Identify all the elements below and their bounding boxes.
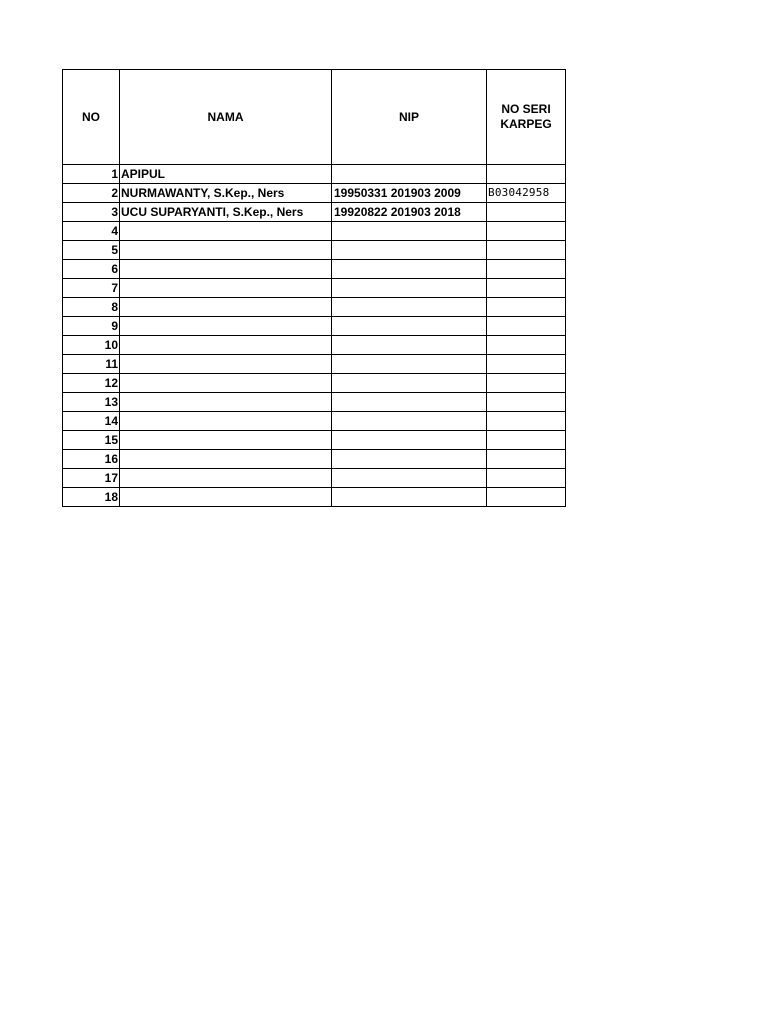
cell-nama[interactable]: [120, 488, 332, 507]
cell-no-seri-karpeg[interactable]: [487, 222, 566, 241]
table-row: [63, 222, 566, 241]
cell-no[interactable]: 5: [63, 241, 120, 260]
cell-nama[interactable]: [120, 222, 332, 241]
table-row: [63, 393, 566, 412]
cell-no[interactable]: 12: [63, 374, 120, 393]
cell-nama[interactable]: [120, 431, 332, 450]
cell-no-seri-karpeg[interactable]: [487, 260, 566, 279]
cell-nip[interactable]: [332, 222, 487, 241]
cell-no-seri-karpeg[interactable]: [487, 412, 566, 431]
cell-nip[interactable]: [332, 488, 487, 507]
cell-no[interactable]: 4: [63, 222, 120, 241]
cell-no-seri-karpeg[interactable]: [487, 355, 566, 374]
cell-no[interactable]: 6: [63, 260, 120, 279]
header-row: [63, 70, 566, 165]
cell-nama[interactable]: [120, 374, 332, 393]
employee-table: [62, 69, 566, 507]
cell-nip[interactable]: [332, 355, 487, 374]
cell-nama[interactable]: NURMAWANTY, S.Kep., Ners: [120, 184, 332, 203]
table-row: [63, 298, 566, 317]
cell-nip[interactable]: [332, 450, 487, 469]
cell-no[interactable]: 11: [63, 355, 120, 374]
table-header: [63, 70, 566, 165]
table-row: [63, 355, 566, 374]
table-row: [63, 203, 566, 222]
cell-nama[interactable]: [120, 469, 332, 488]
table-row: [63, 336, 566, 355]
table-body: [63, 165, 566, 507]
cell-nip[interactable]: [332, 298, 487, 317]
cell-no-seri-karpeg[interactable]: [487, 203, 566, 222]
cell-nama[interactable]: [120, 355, 332, 374]
cell-no-seri-karpeg[interactable]: [487, 317, 566, 336]
cell-no-seri-karpeg[interactable]: [487, 431, 566, 450]
cell-no-seri-karpeg[interactable]: [487, 298, 566, 317]
cell-nip[interactable]: [332, 431, 487, 450]
cell-nip[interactable]: [332, 469, 487, 488]
cell-no[interactable]: 18: [63, 488, 120, 507]
cell-nip[interactable]: [332, 393, 487, 412]
table-row: [63, 374, 566, 393]
cell-nama[interactable]: [120, 279, 332, 298]
cell-no[interactable]: 7: [63, 279, 120, 298]
cell-no-seri-karpeg[interactable]: [487, 165, 566, 184]
cell-no[interactable]: 16: [63, 450, 120, 469]
table-row: [63, 431, 566, 450]
table-row: [63, 260, 566, 279]
cell-nama[interactable]: [120, 450, 332, 469]
cell-nama[interactable]: APIPUL: [120, 165, 332, 184]
cell-nama[interactable]: [120, 317, 332, 336]
cell-no[interactable]: 14: [63, 412, 120, 431]
table-row: [63, 241, 566, 260]
cell-nip[interactable]: [332, 374, 487, 393]
cell-no-seri-karpeg[interactable]: [487, 374, 566, 393]
cell-nama[interactable]: [120, 298, 332, 317]
cell-no-seri-karpeg[interactable]: B03042958: [487, 184, 566, 203]
cell-no[interactable]: 3: [63, 203, 120, 222]
cell-nama[interactable]: UCU SUPARYANTI, S.Kep., Ners: [120, 203, 332, 222]
cell-nip[interactable]: 19950331 201903 2009: [332, 184, 487, 203]
cell-nama[interactable]: [120, 241, 332, 260]
cell-no-seri-karpeg[interactable]: [487, 393, 566, 412]
table-row: [63, 279, 566, 298]
cell-nip[interactable]: 19920822 201903 2018: [332, 203, 487, 222]
cell-no[interactable]: 13: [63, 393, 120, 412]
table-row: [63, 450, 566, 469]
cell-no-seri-karpeg[interactable]: [487, 241, 566, 260]
cell-no-seri-karpeg[interactable]: [487, 488, 566, 507]
cell-nip[interactable]: [332, 241, 487, 260]
cell-nip[interactable]: [332, 317, 487, 336]
cell-no[interactable]: 1: [63, 165, 120, 184]
table-row: [63, 184, 566, 203]
header-nip: NIP: [332, 70, 487, 165]
cell-nip[interactable]: [332, 279, 487, 298]
cell-no-seri-karpeg[interactable]: [487, 450, 566, 469]
cell-no[interactable]: 9: [63, 317, 120, 336]
table-row: [63, 317, 566, 336]
cell-nama[interactable]: [120, 393, 332, 412]
cell-no-seri-karpeg[interactable]: [487, 469, 566, 488]
cell-no-seri-karpeg[interactable]: [487, 279, 566, 298]
cell-nip[interactable]: [332, 165, 487, 184]
cell-no[interactable]: 2: [63, 184, 120, 203]
table-row: [63, 412, 566, 431]
cell-no[interactable]: 15: [63, 431, 120, 450]
table-row: [63, 165, 566, 184]
table-row: [63, 469, 566, 488]
cell-nama[interactable]: [120, 336, 332, 355]
header-no: NO: [63, 70, 120, 165]
cell-nip[interactable]: [332, 412, 487, 431]
cell-nip[interactable]: [332, 336, 487, 355]
table-row: [63, 488, 566, 507]
header-no-seri-karpeg: NO SERI KARPEG: [487, 70, 566, 165]
cell-no[interactable]: 10: [63, 336, 120, 355]
cell-no-seri-karpeg[interactable]: [487, 336, 566, 355]
cell-no[interactable]: 17: [63, 469, 120, 488]
header-nama: NAMA: [120, 70, 332, 165]
cell-nama[interactable]: [120, 260, 332, 279]
cell-nama[interactable]: [120, 412, 332, 431]
cell-no[interactable]: 8: [63, 298, 120, 317]
cell-nip[interactable]: [332, 260, 487, 279]
